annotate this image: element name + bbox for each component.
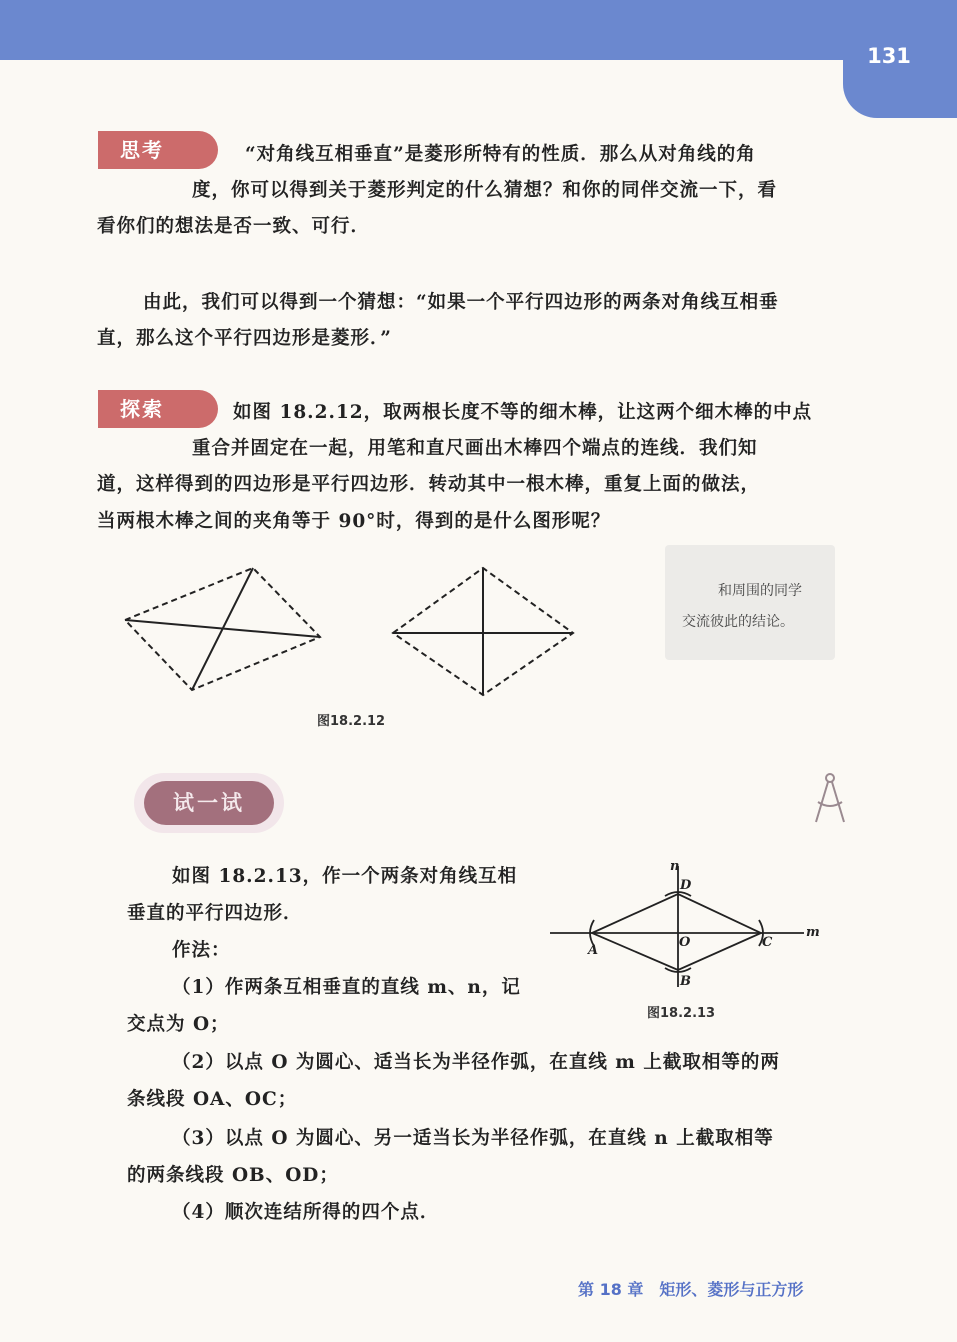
method-label: 作法： — [172, 940, 231, 961]
side-note — [665, 545, 835, 660]
label-c: C — [762, 935, 773, 950]
think-line-3: 看你们的想法是否一致、可行． — [97, 216, 371, 237]
construction-intro-2: 垂直的平行四边形． — [127, 903, 303, 924]
step-4: （4）顺次连结所得的四个点． — [172, 1202, 440, 1223]
explore-label: 探索 — [98, 390, 218, 428]
construction-intro-1: 如图 18.2.13，作一个两条对角线互相 — [172, 866, 518, 887]
rhombus-abcd — [592, 894, 761, 970]
chapter-footer: 第 18 章 矩形、菱形与正方形 — [578, 1280, 804, 1299]
step-3a: （3）以点 O 为圆心、另一适当长为半径作弧，在直线 n 上截取相等 — [172, 1128, 774, 1149]
label-d: D — [680, 878, 692, 893]
header-band — [0, 0, 957, 60]
conjecture-line-1: 由此，我们可以得到一个猜想：“如果一个平行四边形的两条对角线互相垂 — [143, 292, 779, 313]
explore-line-4: 当两根木棒之间的夹角等于 90°时，得到的是什么图形呢？ — [97, 511, 611, 532]
try-it-label: 试一试 — [144, 781, 274, 825]
label-m: m — [806, 925, 820, 940]
figure-12-caption: 图18.2.12 — [317, 714, 386, 729]
page-number: 131 — [867, 44, 911, 68]
think-line-1: “对角线互相垂直”是菱形所特有的性质．那么从对角线的角 — [245, 144, 756, 165]
try-it-badge — [134, 773, 284, 833]
label-n: n — [670, 859, 680, 874]
figure-13-caption: 图18.2.13 — [647, 1006, 716, 1021]
side-note-line-1: 和周围的同学 — [718, 583, 802, 599]
step-2b: 条线段 OA、OC； — [127, 1089, 298, 1110]
think-line-2: 度，你可以得到关于菱形判定的什么猜想？和你的同伴交流一下，看 — [192, 180, 778, 201]
conjecture-line-2: 直，那么这个平行四边形是菱形．” — [97, 328, 392, 349]
explore-line-1: 如图 18.2.12，取两根长度不等的细木棒，让这两个细木棒的中点 — [233, 402, 813, 423]
think-label: 思考 — [98, 131, 218, 169]
step-2a: （2）以点 O 为圆心、适当长为半径作弧，在直线 m 上截取相等的两 — [172, 1052, 780, 1073]
compass-icon — [810, 770, 850, 830]
step-1b: 交点为 O； — [127, 1014, 230, 1035]
label-o: O — [679, 935, 691, 950]
figure-18-2-12 — [120, 565, 590, 705]
step-1a: （1）作两条互相垂直的直线 m、n，记 — [172, 977, 521, 998]
label-b: B — [680, 974, 691, 989]
step-3b: 的两条线段 OB、OD； — [127, 1165, 339, 1186]
label-a: A — [588, 943, 599, 958]
figure-18-2-13 — [548, 859, 820, 992]
explore-line-3: 道，这样得到的四边形是平行四边形．转动其中一根木棒，重复上面的做法， — [97, 474, 761, 495]
side-note-line-2: 交流彼此的结论。 — [682, 614, 794, 630]
explore-line-2: 重合并固定在一起，用笔和直尺画出木棒四个端点的连线．我们知 — [192, 438, 758, 459]
diagonal-2 — [192, 568, 253, 690]
